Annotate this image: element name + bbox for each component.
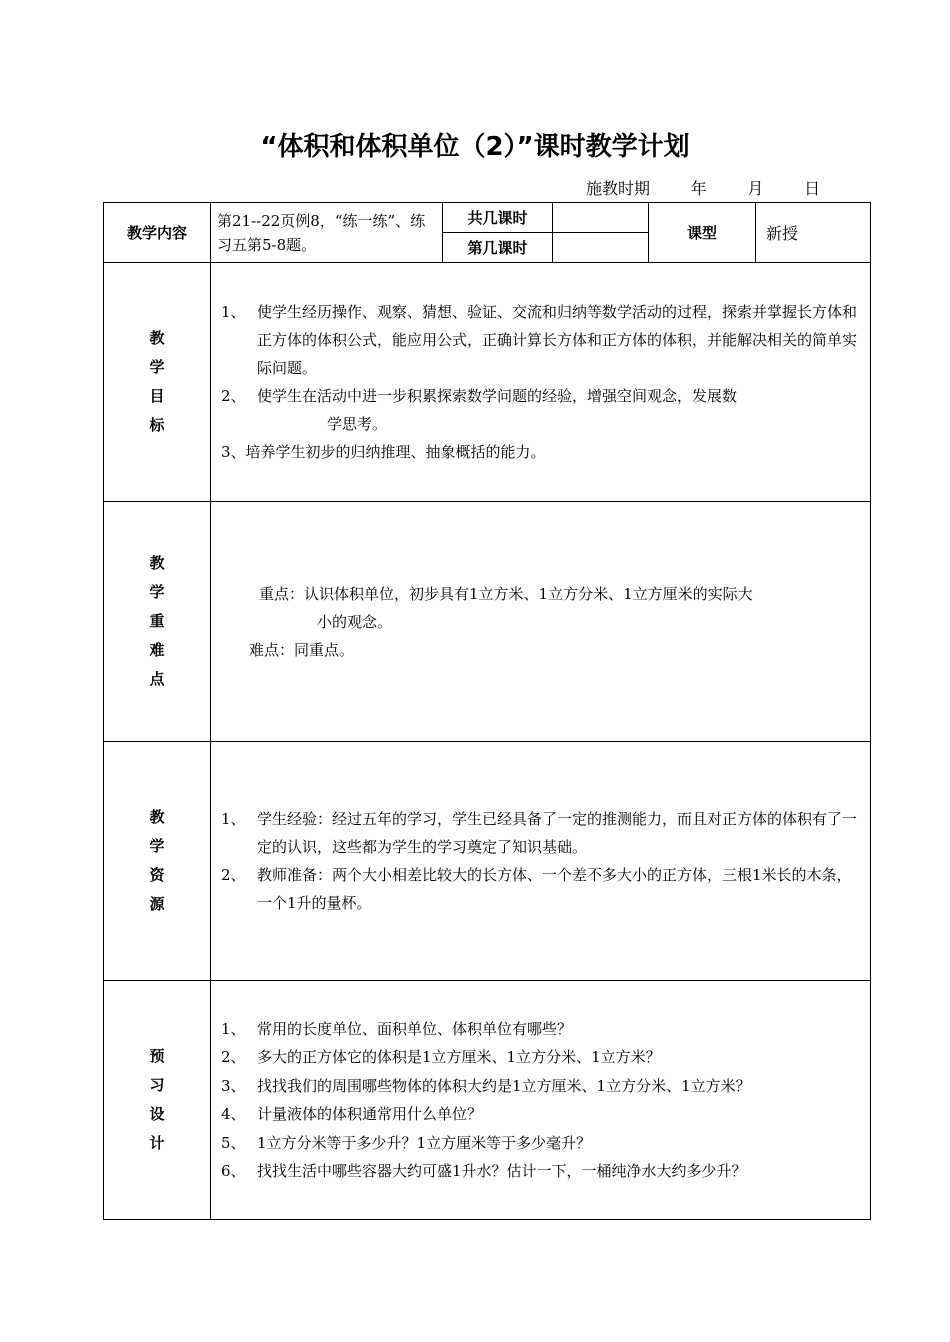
nth-period-value [553, 233, 649, 263]
list-item: 2、 多大的正方体它的体积是1立方厘米、1立方分米、1立方米？ [221, 1048, 661, 1066]
list-item-continuation: 学思考。 [327, 415, 388, 433]
lesson-type-value: 新授 [756, 203, 871, 263]
difficulty-point: 难点：同重点。 [249, 640, 355, 659]
list-item: 1、 学生经验：经过五年的学习，学生已经具备了一定的推测能力，而且对正方体的体积有了一定的认识，这些都为学生的学习奠定了知识基础。 [221, 810, 858, 856]
page-title: “体积和体积单位（2）”课时教学计划 [260, 132, 690, 162]
key-point: 重点：认识体积单位，初步具有1立方米、1立方分米、1立方厘米的实际大 [259, 584, 753, 603]
content-label: 教学内容 [104, 203, 211, 263]
list-item: 5、 1立方分米等于多少升？1立方厘米等于多少毫升？ [221, 1133, 592, 1152]
goals-content [211, 263, 871, 502]
key-points-label: 教 学 重 难 点 [104, 502, 211, 742]
date-label: 施教时期 [586, 179, 651, 198]
nth-period-label: 第几课时 [443, 233, 553, 263]
resources-content [211, 742, 871, 981]
list-item: 4、 计量液体的体积通常用什么单位？ [221, 1105, 483, 1123]
lesson-plan-table [103, 202, 871, 1220]
list-item: 6、 找找生活中哪些容器大约可盛1升水？估计一下，一桶纯净水大约多少升？ [221, 1162, 747, 1180]
day-label: 日 [804, 179, 821, 198]
resources-label: 教 学 资 源 [104, 742, 211, 981]
key-point-continuation: 小的观念。 [317, 612, 393, 631]
preview-content [211, 981, 871, 1220]
list-item: 1、 使学生经历操作、观察、猜想、验证、交流和归纳等数学活动的过程，探索并掌握长方体和正方体的体积公式，能应用公式，正确计算长方体和正方体的体积，并能解决相关的简单实际问题。 [221, 303, 858, 377]
list-item: 2、 教师准备：两个大小相差比较大的长方体、一个差不多大小的正方体，三根1米长的木条，一个1升的量杯。 [221, 866, 852, 912]
total-periods-label: 共几课时 [443, 203, 553, 233]
list-item: 3、 培养学生初步的归纳推理、抽象概括的能力。 [221, 443, 546, 461]
total-periods-value [553, 203, 649, 233]
preview-label: 预 习 设 计 [104, 981, 211, 1220]
lesson-type-label: 课型 [649, 203, 756, 263]
month-label: 月 [747, 179, 764, 198]
content-value: 第21--22页例8，“练一练”、练习五第5-8题。 [211, 203, 443, 263]
goals-label: 教 学 目 标 [104, 263, 211, 502]
key-points-content [211, 502, 871, 742]
list-item: 3、 找找我们的周围哪些物体的体积大约是1立方厘米、1立方分米、1立方米？ [221, 1076, 751, 1095]
list-item: 2、 使学生在活动中进一步积累探索数学问题的经验，增强空间观念，发展数 [221, 387, 738, 405]
list-item: 1、 常用的长度单位、面积单位、体积单位有哪些？ [221, 1019, 573, 1038]
date-line [586, 176, 820, 199]
year-label: 年 [690, 179, 707, 198]
